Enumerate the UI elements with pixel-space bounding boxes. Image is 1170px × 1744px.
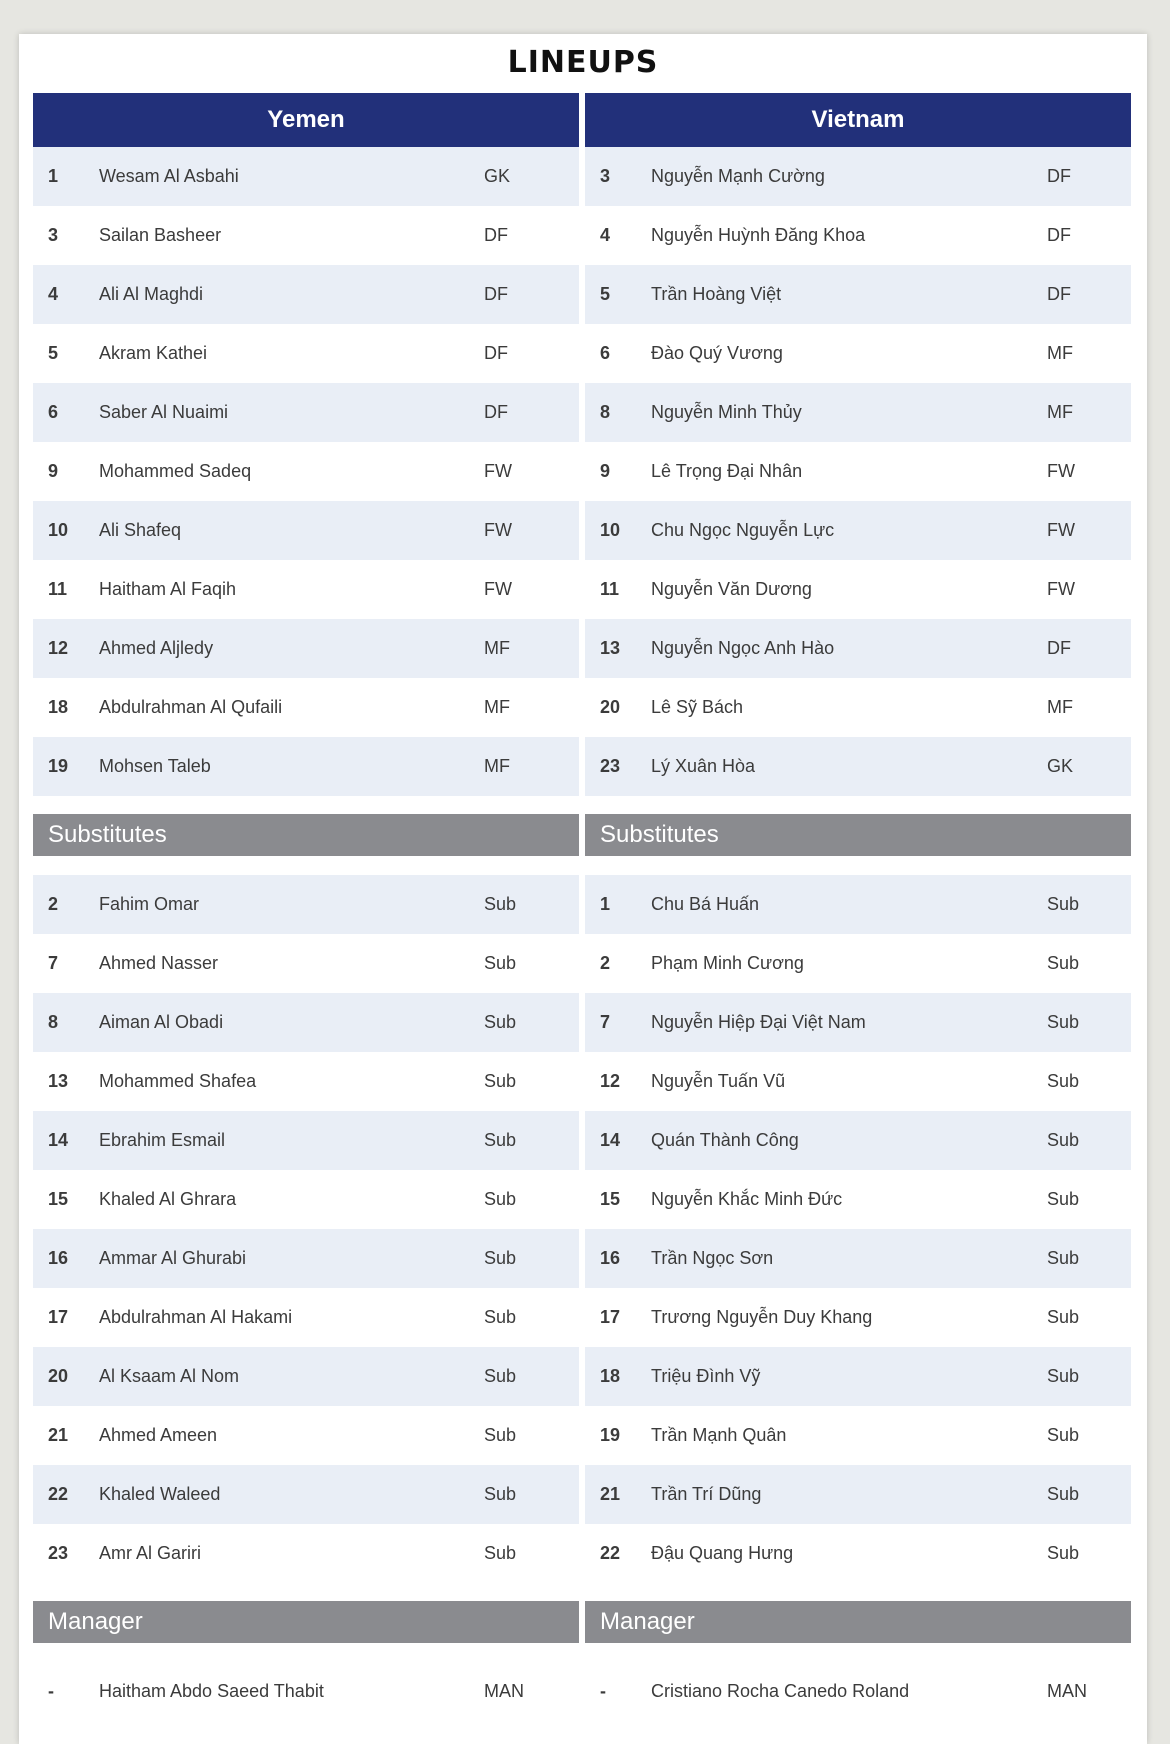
manager-position: MAN <box>1047 1681 1087 1701</box>
player-number: 10 <box>600 520 621 540</box>
player-position: Sub <box>1047 1130 1080 1150</box>
player-name: Nguyễn Huỳnh Đăng Khoa <box>651 225 866 245</box>
player-number: 3 <box>600 166 611 186</box>
player-position: DF <box>484 343 508 363</box>
starter-row <box>33 206 579 265</box>
player-name: Nguyễn Minh Thủy <box>651 402 802 422</box>
player-name: Ali Shafeq <box>99 520 182 540</box>
player-number: 16 <box>48 1248 69 1268</box>
player-name: Khaled Waleed <box>99 1484 221 1504</box>
player-number: 2 <box>48 894 59 914</box>
starter-row <box>33 324 579 383</box>
player-position: DF <box>1047 638 1071 658</box>
player-name: Nguyễn Ngọc Anh Hào <box>651 638 835 658</box>
manager-name: Haitham Abdo Saeed Thabit <box>99 1681 324 1701</box>
player-name: Sailan Basheer <box>99 225 222 245</box>
substitute-row <box>585 1229 1131 1288</box>
player-position: Sub <box>1047 1071 1080 1091</box>
player-number: 14 <box>600 1130 621 1150</box>
player-number: 7 <box>48 953 59 973</box>
manager-header: Manager <box>33 1601 579 1643</box>
player-number: 1 <box>48 166 59 186</box>
player-number: 23 <box>600 756 621 776</box>
player-name: Lý Xuân Hòa <box>651 756 756 776</box>
substitute-row <box>585 1465 1131 1524</box>
starter-row <box>33 442 579 501</box>
player-number: 11 <box>600 579 620 599</box>
player-name: Nguyễn Khắc Minh Đức <box>651 1189 843 1209</box>
substitutes-header: Substitutes <box>585 814 1131 856</box>
section-spacer <box>33 796 579 814</box>
player-number: 18 <box>48 697 69 717</box>
substitute-row <box>585 1170 1131 1229</box>
player-name: Nguyễn Tuấn Vũ <box>651 1071 786 1091</box>
player-number: 7 <box>600 1012 611 1032</box>
player-number: 1 <box>600 894 611 914</box>
player-number: 18 <box>600 1366 621 1386</box>
starter-row <box>585 442 1131 501</box>
substitute-row <box>585 993 1131 1052</box>
player-position: Sub <box>484 1543 517 1563</box>
player-number: 15 <box>600 1189 621 1209</box>
player-position: Sub <box>1047 1248 1080 1268</box>
starter-row <box>585 560 1131 619</box>
player-position: Sub <box>484 953 517 973</box>
player-position: DF <box>1047 166 1071 186</box>
substitute-row <box>585 934 1131 993</box>
starter-row <box>33 678 579 737</box>
player-name: Ebrahim Esmail <box>99 1130 226 1150</box>
player-name: Nguyễn Hiệp Đại Việt Nam <box>651 1012 866 1032</box>
player-position: FW <box>1047 579 1075 599</box>
player-name: Saber Al Nuaimi <box>99 402 229 422</box>
substitute-row <box>585 1052 1131 1111</box>
section-spacer <box>585 1583 1131 1601</box>
starter-row <box>585 324 1131 383</box>
player-name: Nguyễn Mạnh Cường <box>651 166 825 186</box>
player-number: 14 <box>48 1130 69 1150</box>
manager-number: - <box>48 1681 54 1701</box>
player-position: DF <box>484 284 508 304</box>
team-column-yemen <box>33 93 579 1721</box>
manager-position: MAN <box>484 1681 524 1701</box>
starter-row <box>33 560 579 619</box>
player-position: Sub <box>484 1307 517 1327</box>
starter-row <box>33 265 579 324</box>
player-number: 6 <box>600 343 611 363</box>
player-name: Haitham Al Faqih <box>99 579 237 599</box>
player-name: Ahmed Nasser <box>99 953 219 973</box>
player-name: Fahim Omar <box>99 894 200 914</box>
player-name: Wesam Al Asbahi <box>99 166 239 186</box>
substitute-row <box>33 934 579 993</box>
player-position: Sub <box>484 1189 517 1209</box>
player-number: 5 <box>600 284 611 304</box>
player-position: Sub <box>484 1071 517 1091</box>
player-position: Sub <box>1047 1189 1080 1209</box>
player-number: 9 <box>600 461 611 481</box>
substitute-row <box>585 875 1131 934</box>
player-position: Sub <box>1047 1307 1080 1327</box>
player-position: DF <box>1047 225 1071 245</box>
player-number: 6 <box>48 402 59 422</box>
player-number: 23 <box>48 1543 69 1563</box>
player-position: Sub <box>1047 1543 1080 1563</box>
player-position: DF <box>484 225 508 245</box>
section-spacer <box>585 1643 1131 1662</box>
substitute-row <box>585 1111 1131 1170</box>
player-position: MF <box>1047 697 1073 717</box>
player-number: 22 <box>48 1484 69 1504</box>
player-name: Al Ksaam Al Nom <box>99 1366 240 1386</box>
player-position: MF <box>484 638 510 658</box>
player-name: Lê Sỹ Bách <box>651 697 744 717</box>
substitute-row <box>585 1524 1131 1583</box>
starter-row <box>585 501 1131 560</box>
player-position: Sub <box>1047 953 1080 973</box>
substitute-row <box>33 1229 579 1288</box>
substitutes-header: Substitutes <box>33 814 579 856</box>
player-name: Chu Ngọc Nguyễn Lực <box>651 520 835 540</box>
player-position: Sub <box>1047 894 1080 914</box>
player-number: 17 <box>48 1307 69 1327</box>
substitute-row <box>33 993 579 1052</box>
substitute-row <box>33 1406 579 1465</box>
substitute-row <box>585 1347 1131 1406</box>
player-number: 8 <box>600 402 611 422</box>
player-position: Sub <box>484 1130 517 1150</box>
player-name: Amr Al Gariri <box>99 1543 202 1563</box>
player-number: 17 <box>600 1307 621 1327</box>
player-position: Sub <box>484 894 517 914</box>
team-name-header: Yemen <box>33 93 579 147</box>
player-name: Triệu Đình Vỹ <box>651 1366 761 1386</box>
player-position: Sub <box>484 1012 517 1032</box>
player-position: GK <box>484 166 511 186</box>
manager-header: Manager <box>585 1601 1131 1643</box>
lineups-card <box>19 34 1147 1744</box>
player-name: Abdulrahman Al Qufaili <box>99 697 283 717</box>
section-spacer <box>33 1583 579 1601</box>
starter-row <box>585 737 1131 796</box>
player-number: 4 <box>48 284 59 304</box>
substitute-row <box>585 1288 1131 1347</box>
player-number: 9 <box>48 461 59 481</box>
player-number: 21 <box>48 1425 69 1445</box>
player-position: FW <box>484 579 512 599</box>
player-name: Chu Bá Huấn <box>651 894 760 914</box>
player-position: MF <box>484 697 510 717</box>
starter-row <box>33 147 579 206</box>
player-number: 19 <box>600 1425 621 1445</box>
page-title: LINEUPS <box>507 45 659 80</box>
player-position: MF <box>1047 343 1073 363</box>
player-name: Akram Kathei <box>99 343 208 363</box>
manager-number: - <box>600 1681 606 1701</box>
manager-name: Cristiano Rocha Canedo Roland <box>651 1681 910 1701</box>
substitute-row <box>33 1170 579 1229</box>
manager-row <box>585 1662 1131 1721</box>
section-spacer <box>33 1643 579 1662</box>
player-name: Đậu Quang Hưng <box>651 1543 794 1563</box>
substitute-row <box>33 1052 579 1111</box>
player-position: MF <box>484 756 510 776</box>
player-name: Đào Quý Vương <box>651 343 783 363</box>
player-name: Ahmed Ameen <box>99 1425 218 1445</box>
player-name: Aiman Al Obadi <box>99 1012 224 1032</box>
starter-row <box>33 383 579 442</box>
player-position: DF <box>1047 284 1071 304</box>
substitute-row <box>33 1347 579 1406</box>
substitute-row <box>33 1465 579 1524</box>
player-number: 2 <box>600 953 611 973</box>
player-name: Ahmed Aljledy <box>99 638 214 658</box>
player-number: 13 <box>48 1071 69 1091</box>
player-number: 12 <box>600 1071 621 1091</box>
player-name: Khaled Al Ghrara <box>99 1189 237 1209</box>
player-position: Sub <box>1047 1484 1080 1504</box>
player-name: Trần Ngọc Sơn <box>651 1248 774 1268</box>
player-position: Sub <box>484 1484 517 1504</box>
player-number: 13 <box>600 638 621 658</box>
starter-row <box>585 206 1131 265</box>
player-name: Ali Al Maghdi <box>99 284 204 304</box>
player-name: Trương Nguyễn Duy Khang <box>651 1307 873 1327</box>
substitute-row <box>33 1111 579 1170</box>
player-position: DF <box>484 402 508 422</box>
player-position: FW <box>484 520 512 540</box>
player-position: Sub <box>1047 1366 1080 1386</box>
player-name: Abdulrahman Al Hakami <box>99 1307 293 1327</box>
manager-row <box>33 1662 579 1721</box>
substitute-row <box>33 1524 579 1583</box>
player-number: 16 <box>600 1248 621 1268</box>
player-name: Trần Mạnh Quân <box>651 1425 787 1445</box>
player-number: 4 <box>600 225 611 245</box>
player-number: 12 <box>48 638 69 658</box>
player-number: 20 <box>600 697 621 717</box>
starter-row <box>585 265 1131 324</box>
player-number: 22 <box>600 1543 621 1563</box>
player-position: FW <box>484 461 512 481</box>
player-position: Sub <box>484 1425 517 1445</box>
player-name: Mohammed Sadeq <box>99 461 252 481</box>
team-name-header: Vietnam <box>585 93 1131 147</box>
player-number: 3 <box>48 225 59 245</box>
player-position: Sub <box>1047 1012 1080 1032</box>
player-number: 5 <box>48 343 59 363</box>
starter-row <box>585 678 1131 737</box>
team-column-vietnam <box>585 93 1131 1721</box>
player-name: Mohsen Taleb <box>99 756 211 776</box>
player-number: 8 <box>48 1012 59 1032</box>
starter-row <box>585 619 1131 678</box>
player-position: FW <box>1047 520 1075 540</box>
player-number: 19 <box>48 756 69 776</box>
player-name: Mohammed Shafea <box>99 1071 257 1091</box>
player-position: FW <box>1047 461 1075 481</box>
starter-row <box>33 619 579 678</box>
player-number: 20 <box>48 1366 69 1386</box>
player-position: GK <box>1047 756 1074 776</box>
player-name: Nguyễn Văn Dương <box>651 579 812 599</box>
section-spacer <box>33 856 579 875</box>
section-spacer <box>585 856 1131 875</box>
starter-row <box>33 501 579 560</box>
player-name: Trần Hoàng Việt <box>651 284 782 304</box>
substitute-row <box>585 1406 1131 1465</box>
substitute-row <box>33 875 579 934</box>
player-position: Sub <box>484 1248 517 1268</box>
player-position: Sub <box>484 1366 517 1386</box>
player-position: Sub <box>1047 1425 1080 1445</box>
starter-row <box>585 383 1131 442</box>
player-number: 10 <box>48 520 69 540</box>
starter-row <box>33 737 579 796</box>
starter-row <box>585 147 1131 206</box>
section-spacer <box>585 796 1131 814</box>
player-name: Quán Thành Công <box>651 1130 799 1150</box>
player-name: Ammar Al Ghurabi <box>99 1248 247 1268</box>
player-name: Lê Trọng Đại Nhân <box>651 461 803 481</box>
substitute-row <box>33 1288 579 1347</box>
player-position: MF <box>1047 402 1073 422</box>
player-number: 21 <box>600 1484 621 1504</box>
player-number: 15 <box>48 1189 69 1209</box>
player-number: 11 <box>48 579 68 599</box>
player-name: Trần Trí Dũng <box>651 1484 762 1504</box>
player-name: Phạm Minh Cương <box>651 953 804 973</box>
